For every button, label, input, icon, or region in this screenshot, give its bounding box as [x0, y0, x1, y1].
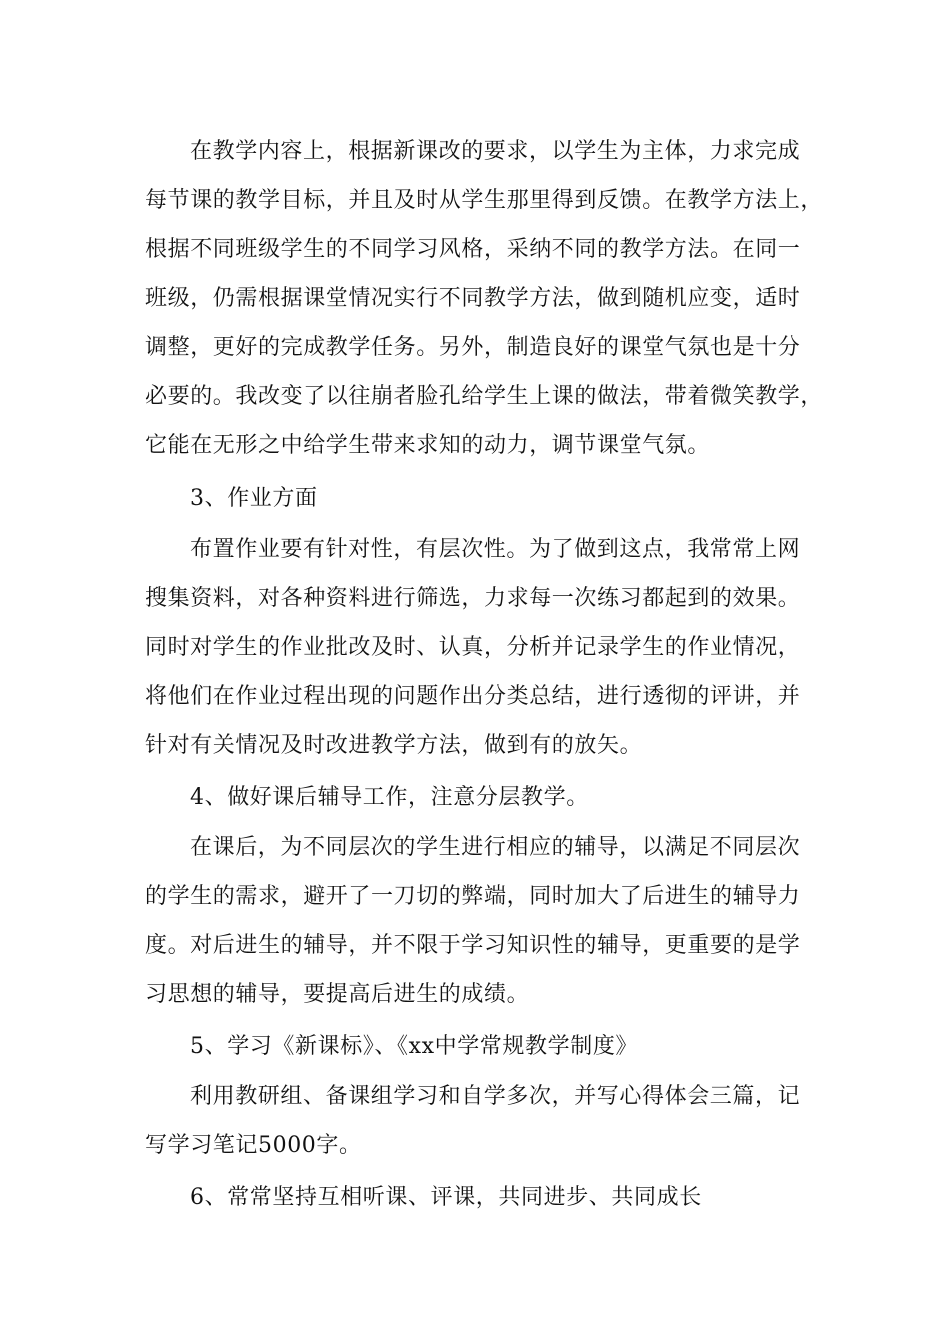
paragraph-study-line-1: 利用教研组、备课组学习和自学多次，并写心得体会三篇，记 — [190, 1084, 801, 1109]
paragraph-homework-line-5: 针对有关情况及时改进教学方法，做到有的放矢。 — [145, 733, 643, 758]
paragraph-teaching-content-line-4: 班级，仍需根据课堂情况实行不同教学方法，做到随机应变，适时 — [145, 286, 801, 311]
heading-study-standards: 5、学习《新课标》、《xx中学常规教学制度》 — [190, 1034, 639, 1059]
paragraph-tutoring-line-1: 在课后，为不同层次的学生进行相应的辅导，以满足不同层次 — [190, 835, 801, 860]
paragraph-homework-line-4: 将他们在作业过程出现的问题作出分类总结，进行透彻的评讲，并 — [145, 684, 801, 709]
paragraph-teaching-content-line-5: 调整，更好的完成教学任务。另外，制造良好的课堂气氛也是十分 — [145, 335, 801, 360]
heading-tutoring: 4、做好课后辅导工作，注意分层教学。 — [190, 785, 589, 810]
paragraph-tutoring-line-4: 习思想的辅导，要提高后进生的成绩。 — [145, 982, 530, 1007]
heading-homework: 3、作业方面 — [190, 486, 318, 511]
paragraph-teaching-content-line-7: 它能在无形之中给学生带来求知的动力，调节课堂气氛。 — [145, 433, 711, 458]
paragraph-teaching-content-line-2: 每节课的教学目标，并且及时从学生那里得到反馈。在教学方法上， — [145, 188, 824, 213]
paragraph-teaching-content-line-6: 必要的。我改变了以往崩者脸孔给学生上课的做法，带着微笑教学， — [145, 384, 824, 409]
paragraph-tutoring-line-3: 度。对后进生的辅导，并不限于学习知识性的辅导，更重要的是学 — [145, 933, 801, 958]
paragraph-homework-line-1: 布置作业要有针对性，有层次性。为了做到这点，我常常上网 — [190, 537, 801, 562]
paragraph-teaching-content-line-1: 在教学内容上，根据新课改的要求，以学生为主体，力求完成 — [190, 139, 801, 164]
paragraph-study-line-2: 写学习笔记5000字。 — [145, 1133, 362, 1158]
paragraph-tutoring-line-2: 的学生的需求，避开了一刀切的弊端，同时加大了后进生的辅导力 — [145, 884, 801, 909]
paragraph-homework-line-3: 同时对学生的作业批改及时、认真，分析并记录学生的作业情况， — [145, 635, 801, 660]
paragraph-teaching-content-line-3: 根据不同班级学生的不同学习风格，采纳不同的教学方法。在同一 — [145, 237, 801, 262]
heading-peer-observation: 6、常常坚持互相听课、评课，共同进步、共同成长 — [190, 1185, 702, 1210]
paragraph-homework-line-2: 搜集资料，对各种资料进行筛选，力求每一次练习都起到的效果。 — [145, 586, 801, 611]
